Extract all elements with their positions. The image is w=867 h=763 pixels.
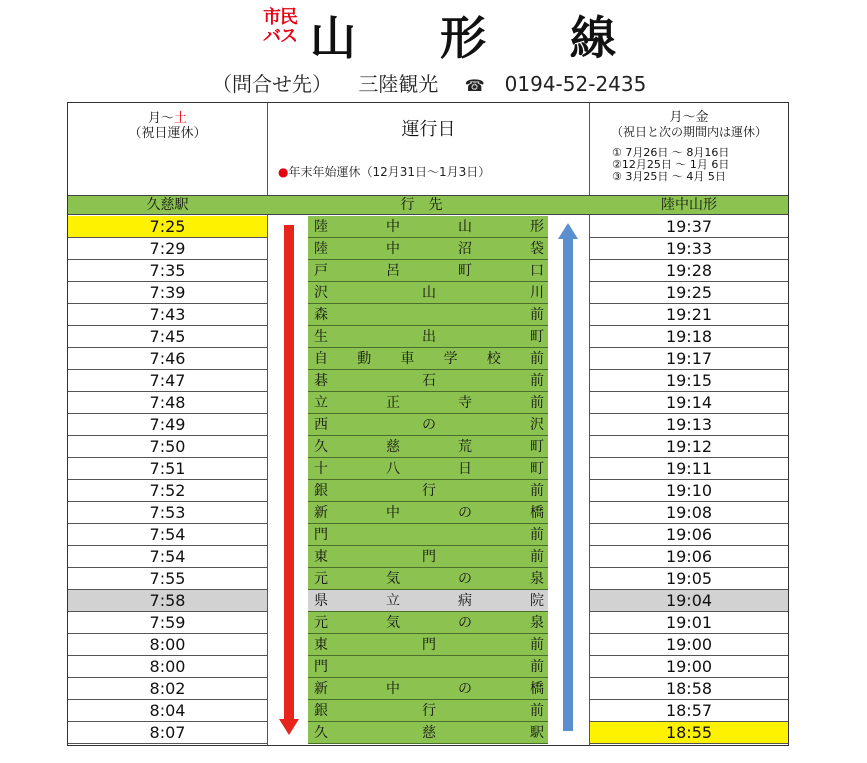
stop-name-char: 銀 [314,703,328,719]
stop-name-char: 新 [314,505,328,521]
company-name: 三陸観光 [358,72,439,96]
stop-name-char: 町 [530,329,544,345]
inbound-time: 19:15 [590,370,788,392]
stop-name-char: 戸 [314,263,328,279]
stop-name-char: 久 [314,439,328,455]
stop-name-char: の [458,615,472,631]
stop-name [308,216,548,238]
stop-name [308,304,548,326]
stop-name-char: 西 [314,417,328,433]
stop-name-char: 病 [458,593,472,609]
stop-name-char: 呂 [386,263,400,279]
stop-name-char: 学 [443,351,458,367]
table-row [68,612,788,634]
outbound-time: 8:04 [68,700,267,722]
stop-name-char: 東 [314,549,328,565]
phone-number-group [465,72,667,96]
inbound-time: 19:37 [590,216,788,238]
stop-name-char: 行 [422,483,436,499]
logo-line2: バス [263,26,297,47]
stop-name [308,612,548,634]
outbound-time: 7:55 [68,568,267,590]
stop-name-char: 駅 [530,725,544,741]
outbound-time: 7:45 [68,326,267,348]
outbound-time: 8:00 [68,634,267,656]
service-days-header [268,103,589,195]
stop-name [308,656,548,678]
table-row [68,524,788,546]
table-row [68,238,788,260]
table-row [68,436,788,458]
table-row [68,370,788,392]
stop-name-char: 荒 [458,439,472,455]
outbound-time: 7:58 [68,590,267,612]
outbound-time: 7:53 [68,502,267,524]
outbound-time: 7:29 [68,238,267,260]
stop-name-char: 立 [314,395,328,411]
stop-name [308,568,548,590]
stop-name-char: 銀 [314,483,328,499]
inbound-time: 19:12 [590,436,788,458]
stop-name-char: 出 [422,329,436,345]
stop-name [308,590,548,612]
stop-name-char: 自 [314,351,328,367]
inbound-note: （祝日と次の期間内は運休） [610,125,767,139]
table-row [68,326,788,348]
inbound-time: 19:11 [590,458,788,480]
stop-name [308,634,548,656]
stop-name-char: 気 [386,615,400,631]
inbound-direction-arrow-icon [558,223,578,733]
stop-name-char: 泉 [530,615,544,631]
stop-name-char: 門 [314,527,328,543]
inbound-time: 19:28 [590,260,788,282]
service-days-title: 運行日 [401,119,456,140]
timetable [67,102,789,746]
stop-name-char: 県 [314,593,328,609]
stop-name-char: 前 [530,483,544,499]
stop-name [308,678,548,700]
inbound-time: 19:21 [590,304,788,326]
inbound-header [590,103,788,195]
stop-name-char: 中 [386,241,400,257]
outbound-time: 7:54 [68,546,267,568]
stop-name-char: 前 [530,637,544,653]
inbound-time: 19:00 [590,634,788,656]
outbound-header [68,103,267,195]
route-title: 山 形 線 [310,11,651,65]
table-row [68,260,788,282]
inbound-time: 19:33 [590,238,788,260]
stop-name-char: 八 [386,461,400,477]
inquiry-label: （問合せ先） [212,72,332,96]
logo-line1: 市民 [263,7,297,28]
stop-name-char: 形 [530,219,544,235]
stop-name [308,282,548,304]
table-row [68,722,788,744]
stop-name-char: 前 [530,373,544,389]
stop-name-char: 泉 [530,571,544,587]
outbound-time: 7:59 [68,612,267,634]
column-header-bar [68,195,788,215]
outbound-time: 7:25 [68,216,267,238]
inbound-days: 月〜金 [669,110,709,125]
outbound-time: 7:46 [68,348,267,370]
stop-name-char: 前 [530,703,544,719]
inbound-time: 19:06 [590,524,788,546]
stop-name-char: 門 [314,659,328,675]
stop-name-char: 慈 [386,439,400,455]
stop-name [308,370,548,392]
stop-name-char: 元 [314,571,328,587]
city-bus-logo [258,8,302,46]
stop-name-char: 沼 [458,241,472,257]
stop-name-char: 気 [386,571,400,587]
stop-name-char: 中 [386,505,400,521]
outbound-time: 7:35 [68,260,267,282]
destination-label: 行先 [400,197,457,213]
inbound-time: 18:57 [590,700,788,722]
stop-name [308,260,548,282]
table-row [68,282,788,304]
stop-name-char: 川 [530,285,544,301]
red-dot-icon: ● [278,165,289,179]
stop-name [308,458,548,480]
stop-name [308,348,548,370]
stop-name-char: 前 [530,549,544,565]
table-row [68,414,788,436]
stop-name-char: 行 [422,703,436,719]
stop-name-char: 校 [486,351,501,367]
stop-name-char: 寺 [458,395,472,411]
stop-name-char: 陸 [314,219,328,235]
stop-name-char: 車 [400,351,415,367]
stop-name-char: 久 [314,725,328,741]
stop-name-char: 碁 [314,373,328,389]
stop-name-char: 前 [530,527,544,543]
stop-name [308,326,548,348]
stop-name [308,722,548,744]
suspension-periods [612,147,788,183]
table-row [68,216,788,238]
period-item: ① 7月26日 〜 8月16日 [612,146,730,159]
outbound-time: 7:52 [68,480,267,502]
inbound-time: 18:58 [590,678,788,700]
inbound-time: 19:13 [590,414,788,436]
outbound-time: 7:39 [68,282,267,304]
stop-name [308,700,548,722]
terminal-station-label: 陸中山形 [661,197,717,213]
stop-name-char: 森 [314,307,328,323]
inbound-time: 19:06 [590,546,788,568]
table-row [68,634,788,656]
inbound-time: 19:14 [590,392,788,414]
inbound-time: 19:04 [590,590,788,612]
stop-name-char: の [458,681,472,697]
stop-name-char: 前 [530,307,544,323]
inbound-time: 19:10 [590,480,788,502]
stop-name-char: 陸 [314,241,328,257]
table-row [68,656,788,678]
table-row [68,348,788,370]
stop-name-char: 中 [386,219,400,235]
stop-name-char: 元 [314,615,328,631]
stop-name-char: 橋 [530,681,544,697]
inbound-time: 19:01 [590,612,788,634]
stop-name [308,502,548,524]
outbound-time: 7:51 [68,458,267,480]
holiday-note-text: 年末年始運休（12月31日〜1月3日） [288,165,491,179]
stop-name-char: 東 [314,637,328,653]
inbound-time: 19:00 [590,656,788,678]
stop-name-char: 山 [422,285,436,301]
table-row [68,700,788,722]
stop-name [308,238,548,260]
stop-name-char: 立 [386,593,400,609]
stop-name-char: 慈 [422,725,436,741]
stop-name-char: 町 [458,263,472,279]
outbound-time: 8:02 [68,678,267,700]
inbound-time: 19:05 [590,568,788,590]
inbound-time: 19:25 [590,282,788,304]
period-item: ②12月25日 〜 1月 6日 [612,158,730,171]
header [0,0,867,102]
table-row [68,590,788,612]
holiday-note [278,163,490,180]
stop-name-char: 門 [422,637,436,653]
stop-name-char: 袋 [530,241,544,257]
inbound-time: 19:17 [590,348,788,370]
table-row [68,678,788,700]
table-row [68,568,788,590]
stop-name-char: 山 [458,219,472,235]
stop-name-char: 前 [530,659,544,675]
stop-name [308,546,548,568]
stop-name-char: 生 [314,329,328,345]
stop-name-char: の [458,505,472,521]
table-row [68,392,788,414]
stop-name [308,436,548,458]
stop-name-char: 町 [530,439,544,455]
stop-name [308,524,548,546]
table-row [68,304,788,326]
outbound-time: 7:50 [68,436,267,458]
outbound-days-saturday: 土 [174,111,188,126]
stop-name-char: の [422,417,436,433]
table-row [68,502,788,524]
outbound-time: 8:00 [68,656,267,678]
outbound-time: 8:07 [68,722,267,744]
outbound-time: 7:47 [68,370,267,392]
stop-name-char: 十 [314,461,328,477]
stop-name-char: 院 [530,593,544,609]
contact-info [212,68,666,97]
inbound-time: 18:55 [590,722,788,744]
inbound-time: 19:18 [590,326,788,348]
outbound-direction-arrow-icon [279,225,299,737]
stop-name-char: 口 [530,263,544,279]
origin-station-label: 久慈駅 [146,197,189,213]
stop-name-char: 動 [357,351,372,367]
stop-name-char: 門 [422,549,436,565]
table-row [68,458,788,480]
inbound-time: 19:08 [590,502,788,524]
period-item: ③ 3月25日 〜 4月 5日 [612,170,726,183]
stop-name-char: 沢 [530,417,544,433]
stop-name-char: 前 [530,395,544,411]
outbound-time: 7:54 [68,524,267,546]
table-row [68,480,788,502]
outbound-time: 7:49 [68,414,267,436]
outbound-days: 月〜 [147,111,174,126]
outbound-time: 7:43 [68,304,267,326]
phone-number: 0194-52-2435 [504,72,647,96]
stop-name-char: 石 [422,373,436,389]
stop-name-char: 橋 [530,505,544,521]
stop-name-char: 前 [529,351,544,367]
stop-name [308,392,548,414]
stop-name-char: 日 [458,461,472,477]
stop-name-char: 町 [530,461,544,477]
stop-name-char: 新 [314,681,328,697]
stop-name-char: 沢 [314,285,328,301]
table-row [68,546,788,568]
stop-name-char: 中 [386,681,400,697]
stop-name-char: 正 [386,395,400,411]
outbound-time: 7:48 [68,392,267,414]
outbound-note: （祝日運休） [128,126,207,141]
phone-icon: ☎ [464,76,485,95]
stop-name-char: の [458,571,472,587]
stop-name [308,480,548,502]
stop-name [308,414,548,436]
